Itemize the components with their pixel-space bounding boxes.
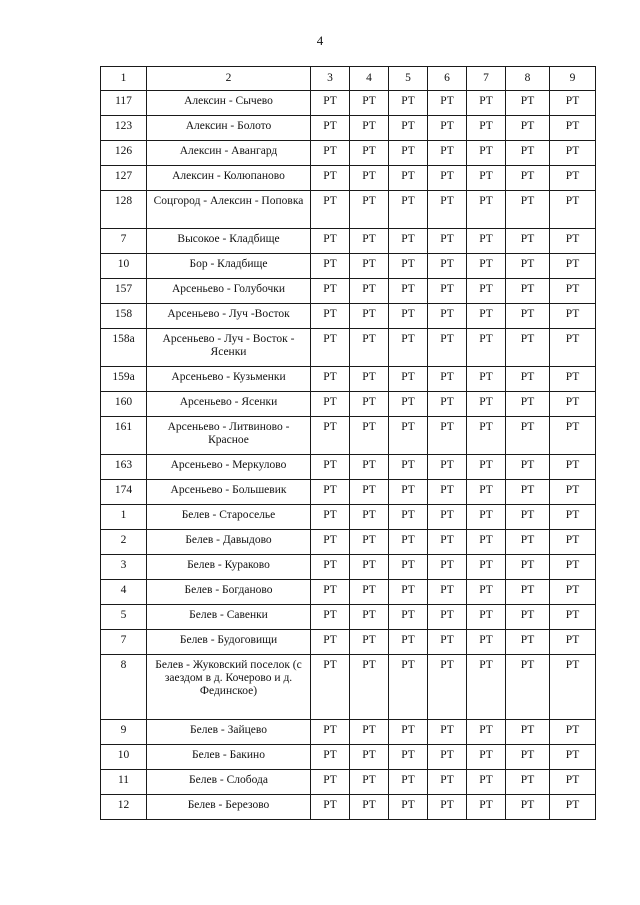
rt-cell: РТ: [467, 367, 506, 392]
rt-cell: РТ: [389, 655, 428, 720]
rt-cell: РТ: [389, 367, 428, 392]
table-row: [101, 505, 596, 530]
route-number-cell: 117: [101, 91, 147, 116]
rt-cell: РТ: [350, 254, 389, 279]
route-number-cell: 161: [101, 417, 147, 455]
rt-cell: РТ: [550, 392, 596, 417]
column-header: 2: [147, 67, 311, 91]
rt-cell: РТ: [311, 795, 350, 820]
route-name-cell: Белев - Кураково: [147, 555, 311, 580]
table-row: [101, 795, 596, 820]
rt-cell: РТ: [506, 605, 550, 630]
table-row: [101, 141, 596, 166]
rt-cell: РТ: [506, 254, 550, 279]
rt-cell: РТ: [389, 304, 428, 329]
route-name-cell: Арсеньево - Ясенки: [147, 392, 311, 417]
rt-cell: РТ: [428, 229, 467, 254]
table-row: [101, 605, 596, 630]
column-header: 3: [311, 67, 350, 91]
rt-cell: РТ: [467, 605, 506, 630]
route-number-cell: 4: [101, 580, 147, 605]
route-name-cell: Белев - Зайцево: [147, 720, 311, 745]
table-row: [101, 580, 596, 605]
rt-cell: РТ: [350, 229, 389, 254]
route-number-cell: 10: [101, 254, 147, 279]
rt-cell: РТ: [350, 417, 389, 455]
table-row: [101, 166, 596, 191]
rt-cell: РТ: [311, 417, 350, 455]
rt-cell: РТ: [389, 795, 428, 820]
rt-cell: РТ: [506, 304, 550, 329]
route-name-cell: Арсеньево - Луч -Восток: [147, 304, 311, 329]
route-number-cell: 126: [101, 141, 147, 166]
table-row: [101, 630, 596, 655]
rt-cell: РТ: [428, 141, 467, 166]
rt-cell: РТ: [467, 795, 506, 820]
rt-cell: РТ: [311, 141, 350, 166]
route-name-cell: Алексин - Болото: [147, 116, 311, 141]
route-number-cell: 9: [101, 720, 147, 745]
route-name-cell: Белев - Бакино: [147, 745, 311, 770]
route-number-cell: 5: [101, 605, 147, 630]
rt-cell: РТ: [506, 630, 550, 655]
rt-cell: РТ: [350, 770, 389, 795]
rt-cell: РТ: [550, 279, 596, 304]
rt-cell: РТ: [350, 304, 389, 329]
rt-cell: РТ: [467, 745, 506, 770]
rt-cell: РТ: [311, 745, 350, 770]
table-row: [101, 304, 596, 329]
table-row: [101, 329, 596, 367]
rt-cell: РТ: [350, 605, 389, 630]
rt-cell: РТ: [550, 141, 596, 166]
table-row: [101, 279, 596, 304]
rt-cell: РТ: [350, 745, 389, 770]
rt-cell: РТ: [506, 166, 550, 191]
rt-cell: РТ: [467, 304, 506, 329]
rt-cell: РТ: [467, 630, 506, 655]
rt-cell: РТ: [389, 720, 428, 745]
column-header: 4: [350, 67, 389, 91]
rt-cell: РТ: [428, 392, 467, 417]
rt-cell: РТ: [550, 530, 596, 555]
rt-cell: РТ: [428, 455, 467, 480]
rt-cell: РТ: [506, 455, 550, 480]
rt-cell: РТ: [550, 116, 596, 141]
rt-cell: РТ: [350, 455, 389, 480]
rt-cell: РТ: [467, 555, 506, 580]
rt-cell: РТ: [389, 392, 428, 417]
column-header: 1: [101, 67, 147, 91]
table-row: [101, 655, 596, 720]
route-name-cell: Арсеньево - Большевик: [147, 480, 311, 505]
route-number-cell: 158: [101, 304, 147, 329]
route-name-cell: Белев - Березово: [147, 795, 311, 820]
rt-cell: РТ: [550, 745, 596, 770]
route-number-cell: 11: [101, 770, 147, 795]
table-row: [101, 720, 596, 745]
rt-cell: РТ: [550, 166, 596, 191]
rt-cell: РТ: [550, 770, 596, 795]
route-number-cell: 7: [101, 229, 147, 254]
rt-cell: РТ: [311, 580, 350, 605]
rt-cell: РТ: [467, 229, 506, 254]
rt-cell: РТ: [467, 655, 506, 720]
table-row: [101, 392, 596, 417]
rt-cell: РТ: [550, 455, 596, 480]
rt-cell: РТ: [389, 770, 428, 795]
rt-cell: РТ: [350, 655, 389, 720]
route-name-cell: Арсеньево - Кузьменки: [147, 367, 311, 392]
rt-cell: РТ: [550, 480, 596, 505]
table-row: [101, 745, 596, 770]
rt-cell: РТ: [428, 480, 467, 505]
route-number-cell: 8: [101, 655, 147, 720]
route-number-cell: 163: [101, 455, 147, 480]
rt-cell: РТ: [428, 191, 467, 229]
rt-cell: РТ: [389, 116, 428, 141]
rt-cell: РТ: [506, 655, 550, 720]
column-header: 9: [550, 67, 596, 91]
rt-cell: РТ: [506, 392, 550, 417]
route-name-cell: Белев - Жуковский поселок (с заездом в д. Кочерово и д. Фединское): [147, 655, 311, 720]
rt-cell: РТ: [428, 720, 467, 745]
rt-cell: РТ: [428, 580, 467, 605]
rt-cell: РТ: [467, 720, 506, 745]
rt-cell: РТ: [428, 530, 467, 555]
rt-cell: РТ: [550, 795, 596, 820]
table-row: [101, 91, 596, 116]
rt-cell: РТ: [311, 279, 350, 304]
rt-cell: РТ: [428, 630, 467, 655]
rt-cell: РТ: [311, 191, 350, 229]
rt-cell: РТ: [428, 655, 467, 720]
rt-cell: РТ: [389, 91, 428, 116]
rt-cell: РТ: [311, 116, 350, 141]
rt-cell: РТ: [506, 480, 550, 505]
rt-cell: РТ: [311, 720, 350, 745]
rt-cell: РТ: [467, 329, 506, 367]
rt-cell: РТ: [350, 795, 389, 820]
rt-cell: РТ: [389, 530, 428, 555]
rt-cell: РТ: [311, 770, 350, 795]
rt-cell: РТ: [389, 279, 428, 304]
column-header: 8: [506, 67, 550, 91]
rt-cell: РТ: [311, 455, 350, 480]
rt-cell: РТ: [389, 455, 428, 480]
route-number-cell: 160: [101, 392, 147, 417]
rt-cell: РТ: [389, 166, 428, 191]
route-name-cell: Белев - Слобода: [147, 770, 311, 795]
rt-cell: РТ: [428, 605, 467, 630]
rt-cell: РТ: [467, 417, 506, 455]
rt-cell: РТ: [428, 505, 467, 530]
rt-cell: РТ: [506, 745, 550, 770]
rt-cell: РТ: [467, 530, 506, 555]
rt-cell: РТ: [350, 367, 389, 392]
route-number-cell: 123: [101, 116, 147, 141]
table-row: [101, 116, 596, 141]
table-row: [101, 191, 596, 229]
rt-cell: РТ: [428, 91, 467, 116]
rt-cell: РТ: [389, 505, 428, 530]
rt-cell: РТ: [311, 329, 350, 367]
table-row: [101, 530, 596, 555]
rt-cell: РТ: [311, 91, 350, 116]
table-row: [101, 770, 596, 795]
rt-cell: РТ: [350, 329, 389, 367]
rt-cell: РТ: [311, 555, 350, 580]
rt-cell: РТ: [350, 392, 389, 417]
table-row: [101, 229, 596, 254]
rt-cell: РТ: [506, 279, 550, 304]
rt-cell: РТ: [311, 605, 350, 630]
rt-cell: РТ: [389, 745, 428, 770]
rt-cell: РТ: [467, 141, 506, 166]
rt-cell: РТ: [550, 605, 596, 630]
rt-cell: РТ: [389, 580, 428, 605]
rt-cell: РТ: [389, 555, 428, 580]
rt-cell: РТ: [389, 229, 428, 254]
rt-cell: РТ: [506, 329, 550, 367]
rt-cell: РТ: [506, 795, 550, 820]
rt-cell: РТ: [550, 555, 596, 580]
route-name-cell: Алексин - Колюпаново: [147, 166, 311, 191]
rt-cell: РТ: [311, 530, 350, 555]
rt-cell: РТ: [550, 254, 596, 279]
rt-cell: РТ: [550, 417, 596, 455]
rt-cell: РТ: [350, 279, 389, 304]
route-number-cell: 2: [101, 530, 147, 555]
rt-cell: РТ: [350, 480, 389, 505]
table-row: [101, 417, 596, 455]
table-row: [101, 254, 596, 279]
rt-cell: РТ: [550, 367, 596, 392]
route-number-cell: 7: [101, 630, 147, 655]
route-number-cell: 158а: [101, 329, 147, 367]
rt-cell: РТ: [311, 392, 350, 417]
rt-cell: РТ: [311, 166, 350, 191]
rt-cell: РТ: [467, 91, 506, 116]
route-name-cell: Белев - Староселье: [147, 505, 311, 530]
rt-cell: РТ: [428, 417, 467, 455]
rt-cell: РТ: [550, 655, 596, 720]
header-row: [101, 67, 596, 91]
rt-cell: РТ: [467, 480, 506, 505]
rt-cell: РТ: [467, 254, 506, 279]
route-name-cell: Арсеньево - Литвиново - Красное: [147, 417, 311, 455]
route-table: [100, 66, 596, 820]
rt-cell: РТ: [350, 530, 389, 555]
route-number-cell: 174: [101, 480, 147, 505]
rt-cell: РТ: [506, 91, 550, 116]
route-number-cell: 128: [101, 191, 147, 229]
column-header: 7: [467, 67, 506, 91]
rt-cell: РТ: [428, 367, 467, 392]
table-row: [101, 367, 596, 392]
rt-cell: РТ: [311, 229, 350, 254]
rt-cell: РТ: [428, 555, 467, 580]
rt-cell: РТ: [389, 329, 428, 367]
rt-cell: РТ: [506, 530, 550, 555]
rt-cell: РТ: [506, 555, 550, 580]
rt-cell: РТ: [428, 745, 467, 770]
rt-cell: РТ: [350, 505, 389, 530]
route-name-cell: Арсеньево - Голубочки: [147, 279, 311, 304]
rt-cell: РТ: [506, 417, 550, 455]
route-name-cell: Арсеньево - Меркулово: [147, 455, 311, 480]
rt-cell: РТ: [428, 795, 467, 820]
rt-cell: РТ: [311, 254, 350, 279]
table-row: [101, 555, 596, 580]
rt-cell: РТ: [467, 279, 506, 304]
rt-cell: РТ: [467, 191, 506, 229]
rt-cell: РТ: [350, 116, 389, 141]
rt-cell: РТ: [428, 279, 467, 304]
rt-cell: РТ: [506, 720, 550, 745]
rt-cell: РТ: [389, 480, 428, 505]
rt-cell: РТ: [550, 229, 596, 254]
rt-cell: РТ: [506, 580, 550, 605]
column-header: 5: [389, 67, 428, 91]
route-name-cell: Белев - Богданово: [147, 580, 311, 605]
rt-cell: РТ: [550, 630, 596, 655]
rt-cell: РТ: [389, 141, 428, 166]
rt-cell: РТ: [428, 166, 467, 191]
rt-cell: РТ: [550, 304, 596, 329]
rt-cell: РТ: [389, 605, 428, 630]
rt-cell: РТ: [550, 191, 596, 229]
table-body: [101, 91, 596, 820]
rt-cell: РТ: [467, 392, 506, 417]
route-name-cell: Белев - Савенки: [147, 605, 311, 630]
rt-cell: РТ: [506, 141, 550, 166]
rt-cell: РТ: [550, 720, 596, 745]
route-number-cell: 127: [101, 166, 147, 191]
rt-cell: РТ: [389, 191, 428, 229]
rt-cell: РТ: [350, 555, 389, 580]
rt-cell: РТ: [389, 254, 428, 279]
rt-cell: РТ: [350, 720, 389, 745]
rt-cell: РТ: [467, 455, 506, 480]
route-name-cell: Алексин - Сычево: [147, 91, 311, 116]
rt-cell: РТ: [311, 630, 350, 655]
rt-cell: РТ: [311, 655, 350, 720]
page-number: 4: [316, 33, 324, 48]
rt-cell: РТ: [550, 580, 596, 605]
rt-cell: РТ: [506, 770, 550, 795]
rt-cell: РТ: [428, 304, 467, 329]
rt-cell: РТ: [311, 304, 350, 329]
rt-cell: РТ: [467, 166, 506, 191]
rt-cell: РТ: [467, 580, 506, 605]
column-header: 6: [428, 67, 467, 91]
route-number-cell: 3: [101, 555, 147, 580]
rt-cell: РТ: [389, 630, 428, 655]
route-number-cell: 12: [101, 795, 147, 820]
rt-cell: РТ: [350, 630, 389, 655]
rt-cell: РТ: [350, 166, 389, 191]
rt-cell: РТ: [550, 505, 596, 530]
rt-cell: РТ: [311, 367, 350, 392]
rt-cell: РТ: [506, 505, 550, 530]
rt-cell: РТ: [428, 770, 467, 795]
route-name-cell: Высокое - Кладбище: [147, 229, 311, 254]
rt-cell: РТ: [506, 116, 550, 141]
rt-cell: РТ: [350, 91, 389, 116]
route-name-cell: Бор - Кладбище: [147, 254, 311, 279]
rt-cell: РТ: [311, 505, 350, 530]
rt-cell: РТ: [428, 116, 467, 141]
route-name-cell: Белев - Будоговищи: [147, 630, 311, 655]
rt-cell: РТ: [389, 417, 428, 455]
table-row: [101, 455, 596, 480]
route-name-cell: Соцгород - Алексин - Поповка: [147, 191, 311, 229]
rt-cell: РТ: [311, 480, 350, 505]
rt-cell: РТ: [467, 505, 506, 530]
route-name-cell: Алексин - Авангард: [147, 141, 311, 166]
rt-cell: РТ: [467, 116, 506, 141]
rt-cell: РТ: [350, 141, 389, 166]
route-number-cell: 10: [101, 745, 147, 770]
rt-cell: РТ: [506, 191, 550, 229]
route-number-cell: 1: [101, 505, 147, 530]
route-number-cell: 157: [101, 279, 147, 304]
table-row: [101, 480, 596, 505]
rt-cell: РТ: [467, 770, 506, 795]
rt-cell: РТ: [428, 329, 467, 367]
route-name-cell: Арсеньево - Луч - Восток - Ясенки: [147, 329, 311, 367]
rt-cell: РТ: [506, 367, 550, 392]
route-number-cell: 159а: [101, 367, 147, 392]
rt-cell: РТ: [550, 329, 596, 367]
route-name-cell: Белев - Давыдово: [147, 530, 311, 555]
rt-cell: РТ: [350, 580, 389, 605]
rt-cell: РТ: [550, 91, 596, 116]
rt-cell: РТ: [506, 229, 550, 254]
rt-cell: РТ: [428, 254, 467, 279]
rt-cell: РТ: [350, 191, 389, 229]
